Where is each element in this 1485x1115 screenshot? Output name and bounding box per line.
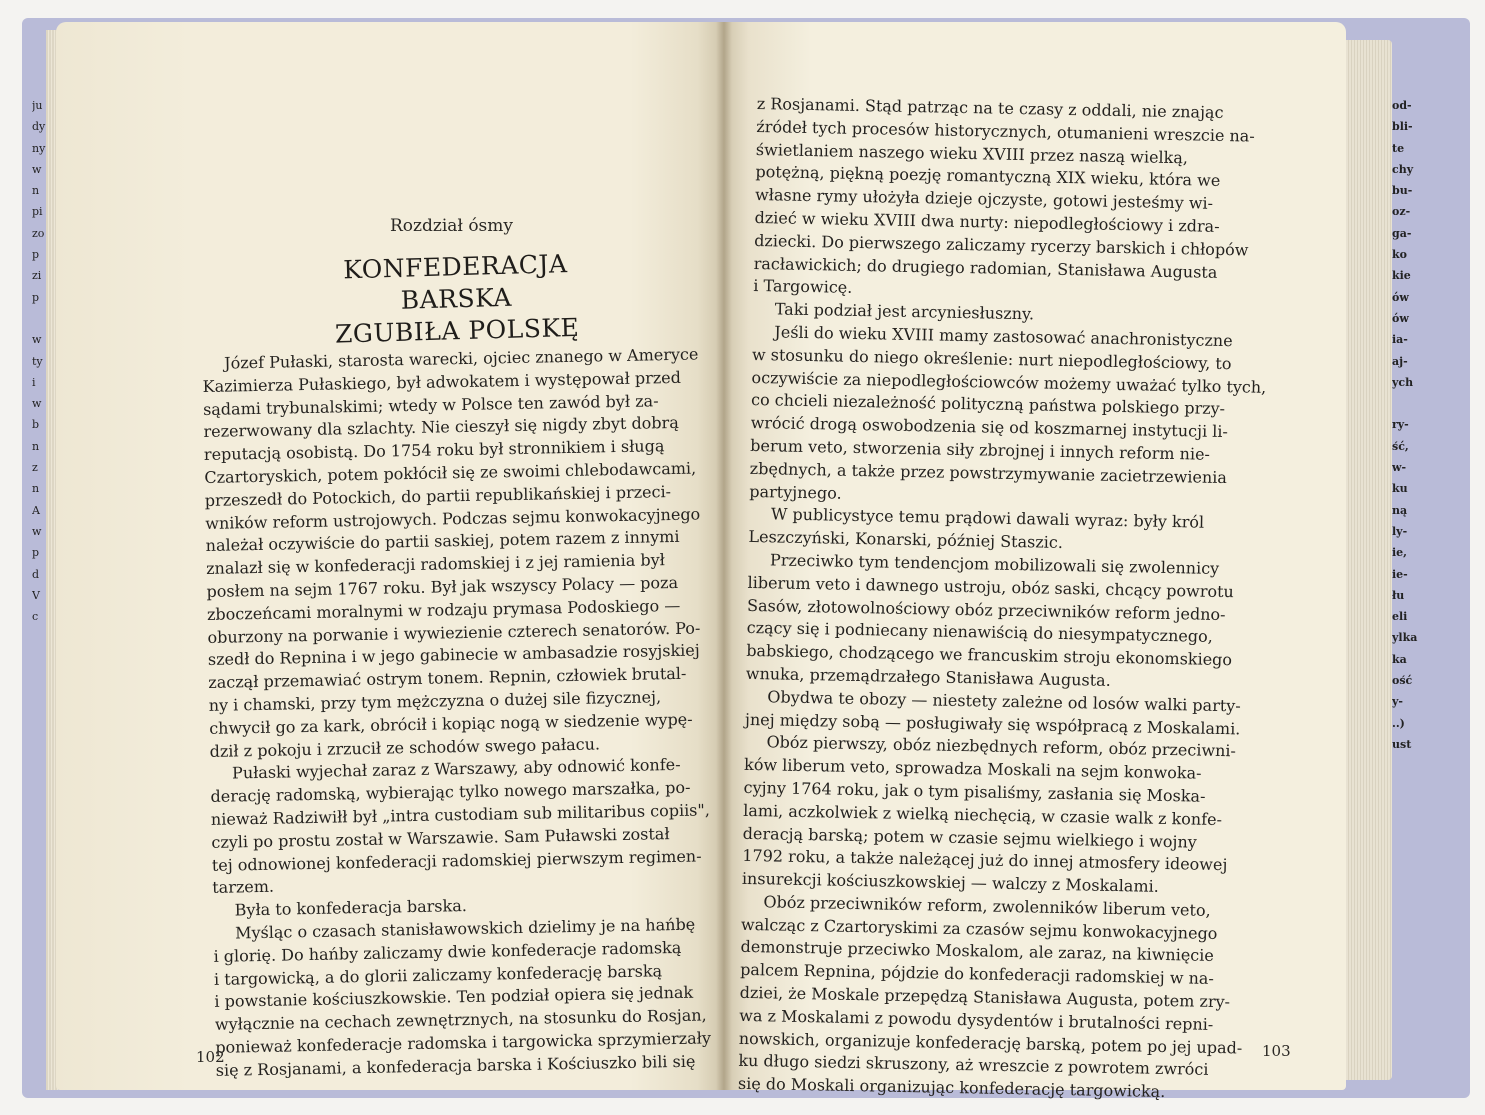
text-line: czyli po prostu został w Warszawie. Sam Puławski został [211,823,670,852]
edge-fragment: aj- [1392,354,1408,368]
edge-fragment: ie, [1392,546,1408,560]
edge-fragment: oz- [1392,205,1411,219]
text-line: Obóz pierwszy, obóz niezbędnych reform, obóz przeciwni- [766,732,1237,761]
text-line: co chcieli niezależność polityczną państwa polskiego przy- [750,390,1226,419]
text-line: nieważ Radziwiłł był „intra custodiam sub militaribus copiis", [210,800,711,829]
edge-fragment: zi [32,269,42,283]
text-line: i Targowicę. [753,276,853,298]
text-line: lami, aczkolwiek z wielką niechęcią, w czasie walk z konfe- [743,800,1223,829]
edge-fragment: w [32,397,42,411]
text-line: Taki podział jest arcyniesłuszny. [774,299,1035,324]
edge-fragment: V [32,588,40,602]
chapter-label: Rozdział ósmy [390,216,514,236]
edge-fragment: ych [1392,375,1414,389]
edge-fragment: ..) [1392,716,1405,730]
left-page-body [202,343,715,1082]
edge-fragment: i [32,375,36,389]
edge-fragment: ka [1392,652,1407,666]
text-line: Czartoryskich, potem pokłócił się ze swoimi chlebodawcami, [204,458,697,487]
text-line: Obydwa te obozy — niestety zależne od losów walki party- [767,687,1241,716]
text-line: czący się i podniecany nienawiścią do niesympatycznego, [746,618,1213,647]
edge-fragment: ia- [1392,333,1408,347]
edge-fragment: w [32,524,42,538]
edge-fragment: dy [32,120,46,134]
edge-fragment: d [32,567,40,581]
edge-fragment [1392,393,1422,414]
edge-fragment: ny [32,141,46,155]
text-line: dziecki. Do pierwszego zaliczamy rycerzy barskich i chłopów [753,230,1249,260]
edge-fragment: n [32,482,40,496]
edge-fragment: łu [1392,588,1405,602]
text-line: wa z Moskalami z powodu dysydentów i brutalności repni- [739,1005,1214,1034]
text-line: Kazimierza Pułaskiego, był adwokatem i występował przed [202,367,682,396]
right-page-stack [1340,40,1392,1080]
text-line: reputacją osobistą. Do 1754 roku był stronnikiem i sługą [203,436,665,465]
text-line: świetlaniem naszego wieku XVIII przez naszą wielką, [755,139,1189,167]
edge-fragment: p [32,546,40,560]
text-line: zbędnych, a także przez powstrzymywanie zacietrzewienia [749,458,1228,487]
edge-fragment: ko [1392,248,1407,262]
text-line: się do Moskali organizując konfederację targowicką. [737,1074,1166,1102]
text-line: tarzem. [212,877,275,898]
text-line: wnuka, przemądrzałego Stanisława Augusta. [745,663,1111,690]
edge-fragment: p [32,290,40,304]
text-line: potężną, piękną poezję romantyczną XIX wieku, która we [755,162,1221,191]
text-line: babskiego, chodzącego we francuskim stroju ekonomskiego [746,641,1233,670]
edge-fragment: n [32,184,40,198]
text-line: i targowicką, a do glorii zaliczamy konfederację barską [213,960,663,989]
text-line: 1792 roku, a także należącej już do innej atmosfery ideowej [742,846,1228,875]
chapter-title-line-1: KONFEDERACJA BARSKA [342,249,568,315]
edge-fragment: ie- [1392,567,1408,581]
text-line: Jeśli do wieku XVIII mamy zastosować anachronistyczne [774,322,1233,351]
text-line: insurekcji kościuszkowskiej — walczy z Moskalami. [741,868,1159,896]
edge-fragment: bli- [1392,120,1413,134]
edge-fragment: w [32,333,42,347]
text-line: i powstanie kościuszkowskie. Ten podział opiera się jednak [214,983,694,1012]
text-line: się z Rosjanami, a konfederacja barska i Kościuszko bili się [215,1051,696,1080]
edge-fragment: ość [1392,674,1413,688]
text-line: liberum veto i dawnego ustroju, obóz saski, chcący powrotu [747,572,1234,601]
text-line: zaczął przemawiać ostrym tonem. Repnin, człowiek brutal- [208,663,687,693]
text-line: ków liberum veto, sprowadza Moskali na sejm konwoka- [743,754,1202,783]
right-page-number: 103 [1262,1042,1291,1060]
text-line: należał oczywiście do partii saskiej, potem razem z innymi [205,527,680,556]
edge-fragment: od- [1392,99,1412,112]
text-line: Była to konfederacja barska. [234,896,468,920]
edge-fragment: y- [1392,695,1403,709]
edge-fragment: ku [1392,482,1408,496]
text-line: wrócić drogą oswobodzenia się od koszmarnej instytucji li- [750,413,1229,442]
edge-fragment: zo [32,226,45,240]
chapter-title-line-2: ZGUBIŁA POLSKĘ [334,312,580,349]
chapter-title [285,247,628,352]
text-line: nowskich, organizuje konfederację barską, potem po jej upad- [738,1028,1243,1058]
text-line: w stosunku do niego określenie: nurt niepodległościowy, to [751,344,1232,373]
edge-fragment: ju [32,99,43,112]
edge-fragment: ylka [1392,631,1418,645]
text-line: rezerwowany dla szlachty. Nie cieszył się nigdy zbyt dobrą [203,413,679,442]
text-line: W publicystyce temu prądowi dawali wyraz: były król [770,504,1205,533]
text-line: jnej między sobą — posługiwały się współpracą z Moskalami. [744,709,1241,738]
text-line: deracją barską; potem w czasie sejmu wielkiego i wojny [742,823,1198,852]
edge-fragment: n [32,439,40,453]
text-line: z Rosjanami. Stąd patrząc na te czasy z oddali, nie znając [756,93,1224,122]
text-line: i glorię. Do hańby zaliczamy dwie konfederacje radomską [213,937,682,966]
text-line: partyjnego. [749,481,842,503]
edge-fragment: z [32,461,38,475]
text-line: ku długo siedzi skruszony, aż wreszcie z powrotem zwróci [738,1051,1209,1080]
text-line: Sasów, złotowolnościowy obóz przeciwników reform jedno- [746,595,1226,624]
edge-fragment: ust [1392,737,1412,751]
edge-fragment: c [32,610,39,624]
edge-fragment: p [32,248,40,262]
edge-fragment: pi [32,205,43,219]
edge-fragment: w- [1392,461,1407,475]
text-line: walcząc z Czartoryskimi za czasów sejmu konwokacyjnego [740,914,1218,943]
text-line: wyłącznie na cechach zewnętrznych, na stosunku do Rosjan, [214,1005,707,1034]
edge-fragment: bu- [1392,184,1413,198]
edge-fragment: eli [1392,610,1408,624]
text-line: cyjny 1764 roku, jak o tym pisaliśmy, zasłania się Moska- [743,777,1206,806]
book-spine-gutter [716,22,732,1090]
edge-fragment: ga- [1392,226,1412,240]
text-line: Myśląc o czasach stanisławowskich dzielimy je na hańbę [234,914,696,943]
edge-fragment: w [32,162,42,176]
text-line: szedł do Repnina i w jego gabinecie w ambasadzie rosyjskiej [207,640,700,670]
text-line: zboczeńcami moralnymi w rodzaju prymasa Podoskiego — [206,595,681,624]
text-line: Pułaski wyjechał zaraz z Warszawy, aby odnowić konfe- [231,755,681,783]
text-line: berum veto, stworzenia siły zbrojnej i innych reform nie- [750,435,1211,464]
text-line: przeszedł do Potockich, do partii republikańskiej i przeci- [204,481,672,510]
text-line: źródeł tych procesów historycznych, otumanieni wreszcie na- [756,116,1255,146]
text-line: racławickich; do drugiego radomian, Stanisława Augusta [753,253,1218,282]
edge-fragment: ly- [1392,524,1408,538]
edge-fragment: chy [1392,162,1414,176]
text-line: chwycił go za kark, obrócił i kopiąc nogą w siedzenie wypę- [209,709,693,738]
text-line: Przeciwko tym tendencjom mobilizowali się zwolennicy [769,550,1220,578]
text-line: posłem na sejm 1767 roku. Był jak wszyscy Polacy — poza [206,572,679,601]
edge-fragment: b [32,418,40,432]
right-cover-flap-text [1392,95,1422,755]
text-line: wników reform ustrojowych. Podczas sejmu konwokacyjnego [205,504,701,533]
text-line: dziei, że Moskale przepędzą Stanisława Augusta, potem zry- [739,982,1231,1012]
text-line: demonstruje przeciwko Moskalom, ale zaraz, na kiwnięcie [740,937,1215,966]
left-page-number: 102 [196,1048,225,1066]
text-line: tej odnowionej konfederacji radomskiej pierwszym regimen- [211,846,702,875]
text-line: ponieważ konfederacje radomska i targowicka sprzymierzały [215,1028,712,1057]
edge-fragment: ów [1392,311,1409,325]
edge-fragment: ty [32,354,43,368]
text-line: ny i chamski, przy tym mężczyzna o dużej sile fizycznej, [208,687,662,715]
text-line: sądami trybunalskimi; wtedy w Polsce ten zawód był za- [202,390,659,419]
text-line: Obóz przeciwników reform, zwolenników liberum veto, [763,892,1211,920]
text-line: Leszczyński, Konarski, później Staszic. [748,527,1064,553]
edge-fragment: ść, [1392,439,1409,453]
text-line: oburzony na porwanie i wywiezienie czterech senatorów. Po- [207,618,701,647]
text-line: derację radomską, wybierając tylko nowego marszałka, po- [210,777,691,807]
text-line: dzieć w wieku XVIII dwa nurty: niepodległościowy i zdra- [754,207,1220,236]
edge-fragment: kie [1392,269,1411,283]
edge-fragment: ną [1392,503,1408,517]
edge-fragment: A [32,503,40,517]
text-line: Józef Pułaski, starosta warecki, ojciec znanego w Ameryce [224,344,699,373]
text-line: oczywiście za niepodległościowców możemy uważać tylko tych, [751,367,1267,397]
text-line: palcem Repnina, pójdzie do konfederacji radomskiej w na- [739,960,1215,989]
text-line: znalazł się w konfederacji radomskiej i z jej ramienia był [205,550,666,579]
edge-fragment: ry- [1392,418,1409,432]
text-line: własne rymy ułożyła dzieje ojczyste, gotowi jesteśmy wi- [754,185,1214,213]
edge-fragment: ów [1392,290,1409,304]
edge-fragment: te [1392,141,1405,155]
right-page-body [738,93,1272,1106]
text-line: dził z pokoju i zrzucił ze schodów swego pałacu. [209,733,601,761]
